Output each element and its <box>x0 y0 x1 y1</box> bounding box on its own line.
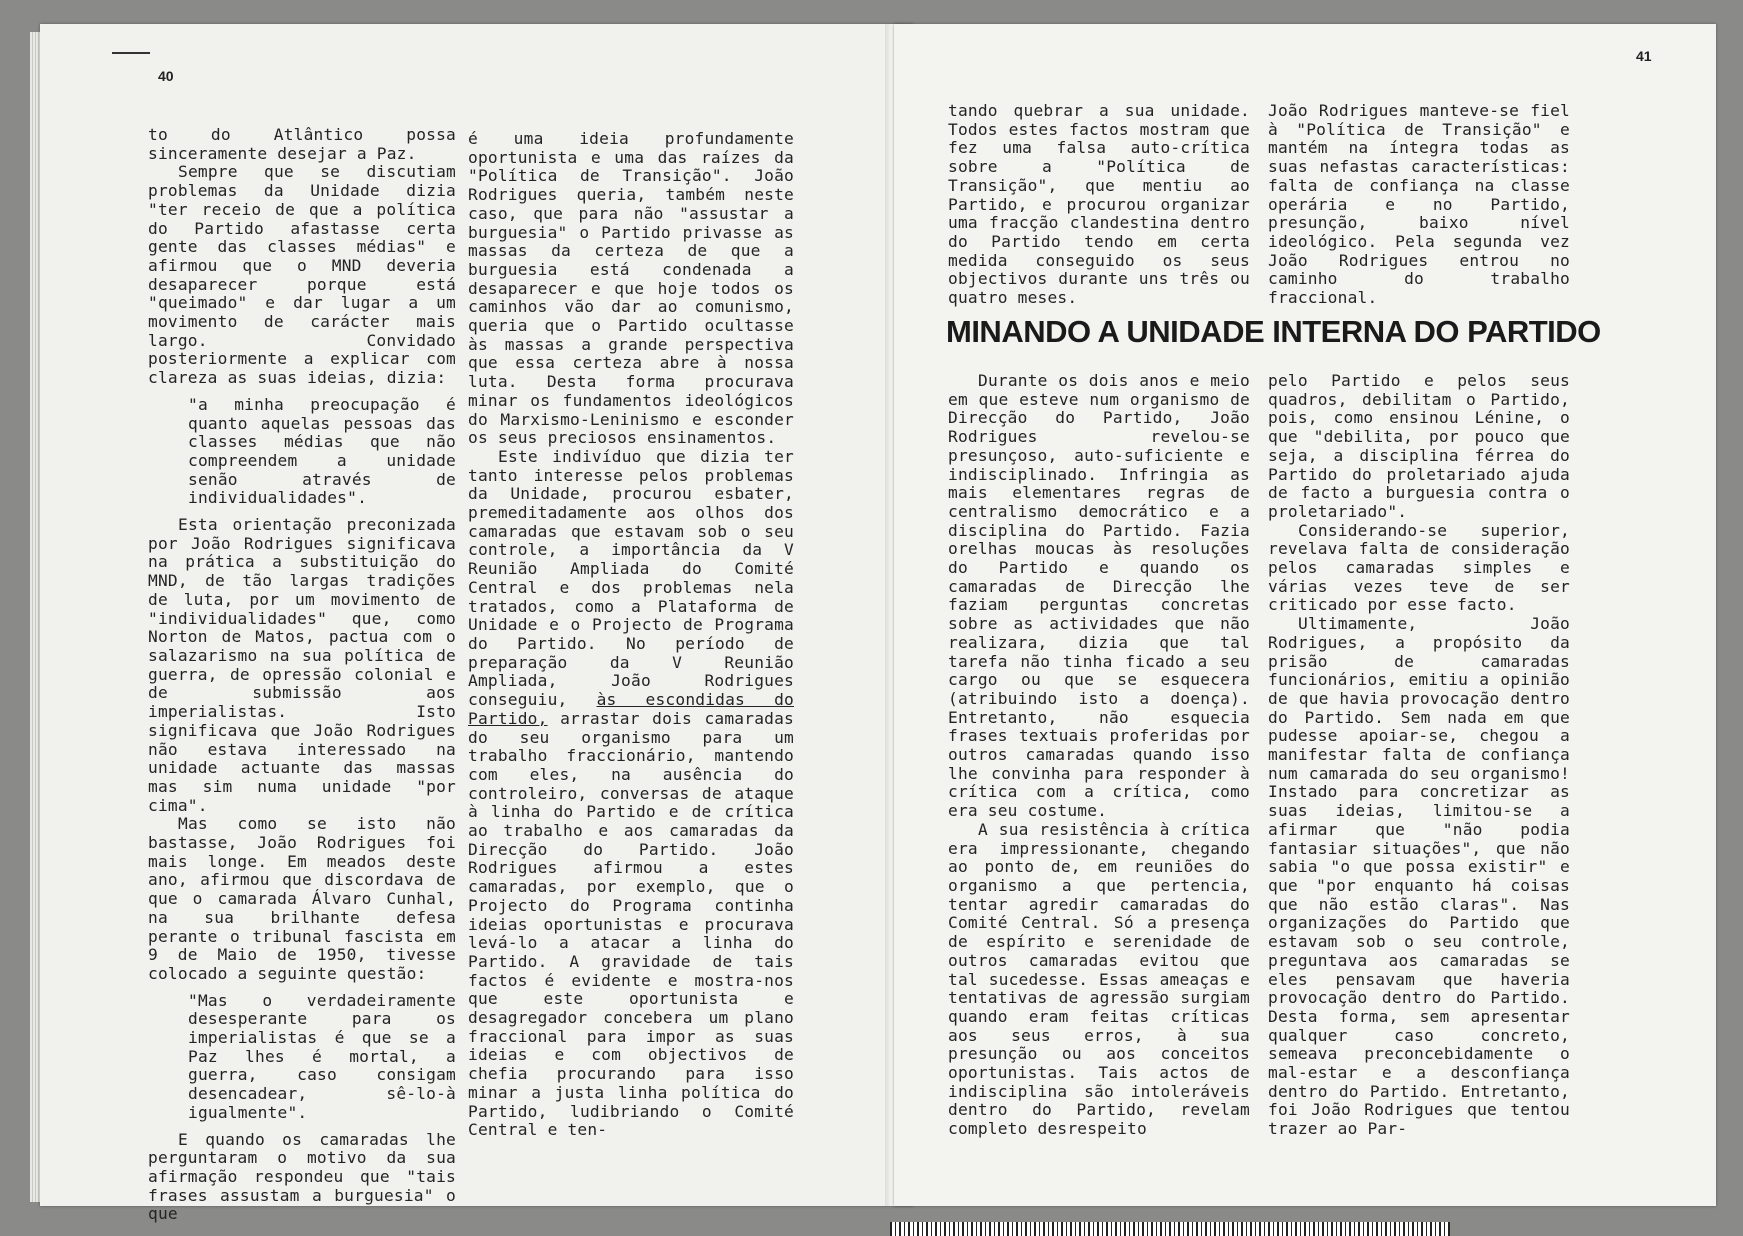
page-number-left: 40 <box>158 68 174 84</box>
paragraph-text: arrastar dois camaradas do seu organismo para um trabalho fraccionário, mantendo com eles, na ausência do controleiro, conversas de ataque à linha do Partido e de crítica ao trabalho e aos camaradas da Direcção do Partido. João Rodrigues afirmou a estes camaradas, por exemplo, que o Projecto do Programa continha ideias oportunistas e procurava levá-lo a atacar a linha do Partido. A gravidade de tais factos é evidente e mostra-nos que este oportunista e desagregador concebera um plano fraccional para impor as suas ideias e com objectivos de chefia procurando para isso minar a justa linha política do Partido, ludibriando o Comité Central e ten- <box>468 708 794 1140</box>
right-top-column-2 <box>1268 102 1570 308</box>
scan-ruler <box>890 1222 1450 1236</box>
paragraph: A sua resistência à crítica era impressionante, chegando ao ponto de, em reuniões do organismo a que pertencia, tentar agredir camaradas do Comité Central. Só a presença de espírito e serenidade de outros camaradas evitou que tal sucedesse. Essas ameaças e tentativas de agressão surgiam quando eram feitas críticas aos seus erros, à sua presunção ou aos conceitos oportunistas. Tais actos de indisciplina são intoleráveis dentro do Partido, revelam completo desrespeito <box>948 819 1250 1139</box>
paragraph: tando quebrar a sua unidade. Todos estes factos mostram que fez uma falsa auto-crítica sobre a "Política de Transição", que mentiu ao Partido, e procurou organizar uma fracção clandestina dentro do Partido tendo em certa medida conseguido os seus objectivos durante uns três ou quatro meses. <box>948 101 1250 308</box>
right-top-column-1 <box>948 102 1250 308</box>
right-column-1 <box>948 372 1250 1139</box>
page-number-right: 41 <box>1636 48 1652 64</box>
paragraph-text: Este indivíduo que dizia ter tanto interesse pelos problemas da Unidade, procurou esbater, premeditadamente aos olhos dos camaradas que estavam sob o seu controle, a importância da V Reunião Ampliada do Comité Central e dos problemas nela tratados, como a Plataforma de Unidade e o Projecto de Programa do Partido. No período de preparação da V Reunião Ampliada, João Rodrigues conseguiu, <box>468 446 794 710</box>
left-column-2 <box>468 130 794 1140</box>
paragraph: Esta orientação preconizada por João Rodrigues significava na prática a substituição do MND, de tão largas tradições de luta, por um movimento de "individualidades" que, como Norton de Matos, pactua com o salazarismo na sua política de guerra, de opressão colonial e de submissão aos imperialistas. Isto significava que João Rodrigues não estava interessado na unidade actuante das massas mas sim numa unidade "por cima". <box>148 515 456 815</box>
paragraph: Sempre que se discutiam problemas da Unidade dizia "ter receio de que a política do Partido afastasse certa gente das classes médias" e afirmou que o MND deveria desaparecer porque está "queimado" e dar lugar a um movimento de carácter mais largo. Convidado posteriormente a explicar com clareza as suas ideias, dizia: <box>148 162 456 388</box>
paragraph: E quando os camaradas lhe perguntaram o motivo da sua afirmação respondeu que "tais frases assustam a burguesia" o que <box>148 1129 456 1224</box>
book-spread <box>30 24 1720 1224</box>
paragraph: Considerando-se superior, revelava falta de consideração pelos camaradas simples e várias vezes teve de ser criticado por esse facto. <box>1268 520 1570 615</box>
paragraph: Durante os dois anos e meio em que esteve num organismo de Direcção do Partido, João Rodrigues revelou-se presunçoso, auto-suficiente e indisciplinado. Infringia as mais elementares regras de centralismo democrático e a disciplina do Partido. Fazia orelhas moucas às resoluções do Partido e quando os camaradas de Direcção lhe faziam perguntas concretas sobre as actividades que não realizara, dizia que tal tarefa não tinha ficado a seu cargo ou que se esquecera (atribuindo isto a doença). Entretanto, não esquecia frases textuais proferidas por outros camaradas quando isso lhe convinha para responder à crítica com a crítica, como era seu costume. <box>948 371 1250 821</box>
right-page <box>894 24 1716 1206</box>
section-headline: MINANDO A UNIDADE INTERNA DO PARTIDO <box>946 314 1601 349</box>
left-page <box>40 24 913 1224</box>
left-column-1 <box>148 126 456 1224</box>
paragraph: pelo Partido e pelos seus quadros, debilitam o Partido, pois, como ensinou Lénine, o que "debilita, por pouco que seja, a disciplina férrea do Partido do proletariado ajuda de facto a burguesia contra o proletariado". <box>1268 371 1570 521</box>
paragraph: to do Atlântico possa sinceramente desejar a Paz. <box>148 125 456 163</box>
paragraph: Ultimamente, João Rodrigues, a propósito da prisão de camaradas funcionários, emitiu a opinião de que havia provocação dentro do Partido. Sem nada em que pudesse apoiar-se, chegou a manifestar falta de confiança num camarada do seu organismo! Instado para concretizar as suas ideias, limitou-se a afirmar que "não podia fantasiar situações", que não sabia "o que possa existir" e que "por enquanto há coisas que não estão claras". Nas organizações do Partido que estavam sob o seu controle, preguntava aos camaradas se eles pensavam que haveria provocação dentro do Partido. Desta forma, sem apresentar qualquer caso concreto, semeava preconcebidamente o mal-estar e a desconfiança dentro do Partido. Entretanto, foi João Rodrigues que tentou trazer ao Par- <box>1268 614 1570 1139</box>
paragraph <box>468 448 794 1140</box>
quote: "Mas o verdadeiramente desesperante para os imperialistas é que se a Paz lhes é mortal, a guerra, caso consigam desencadear, sê-lo-à igualmente". <box>188 990 456 1122</box>
quote: "a minha preocupação é quanto aquelas pessoas das classes médias que não compreendem a unidade senão através de individualidades". <box>188 394 456 508</box>
paragraph: João Rodrigues manteve-se fiel à "Política de Transição" e mantém na íntegra todas as suas nefastas características: falta de confiança na classe operária e no Partido, presunção, baixo nível ideológico. Pela segunda vez João Rodrigues entrou no caminho do trabalho fraccional. <box>1268 101 1570 308</box>
right-column-2 <box>1268 372 1570 1139</box>
paragraph: é uma ideia profundamente oportunista e uma das raízes da "Política de Transição". João Rodrigues queria, também neste caso, que para não "assustar a burguesia" o Partido privasse as massas da certeza de que a burguesia está condenada a desaparecer e que hoje todos os caminhos vão dar ao comunismo, queria que o Partido ocultasse às massas a grande perspectiva que essa certeza abre à nossa luta. Desta forma procurava minar os fundamentos ideológicos do Marxismo-Leninismo e esconder os seus preciosos ensinamentos. <box>468 129 794 448</box>
page-top-mark <box>112 52 150 54</box>
paragraph: Mas como se isto não bastasse, João Rodrigues foi mais longe. Em meados deste ano, afirmou que discordava de que o camarada Álvaro Cunhal, na sua brilhante defesa perante o tribunal fascista em 9 de Maio de 1950, tivesse colocado a seguinte questão: <box>148 814 456 983</box>
underlined-phrase: às escondidas do Partido, <box>468 690 794 728</box>
